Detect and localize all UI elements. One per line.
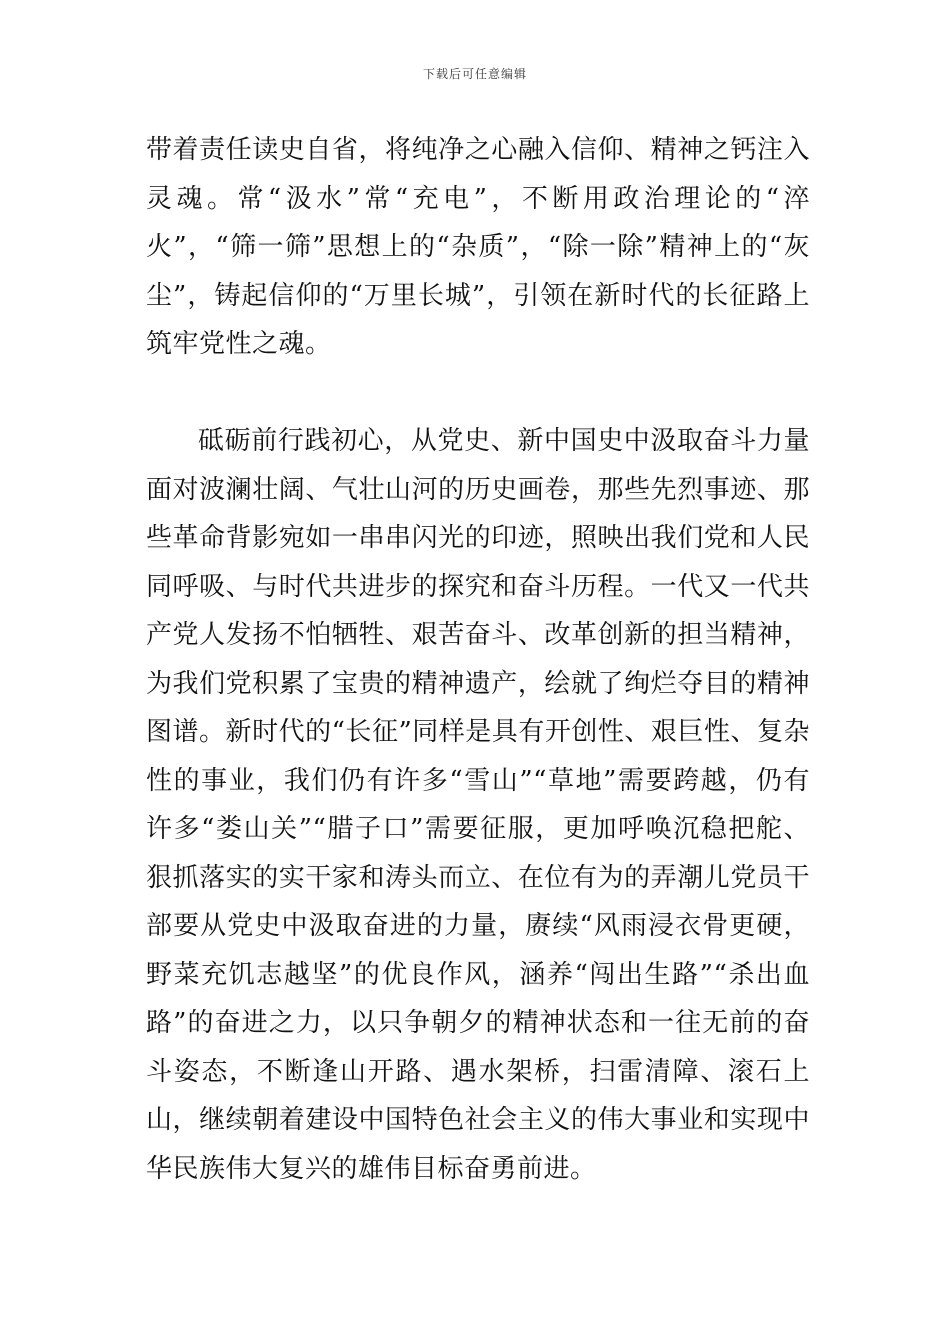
paragraph-2: 砥砺前行践初心，从党史、新中国史中汲取奋斗力量面对波澜壮阔、气壮山河的历史画卷，那些先烈事迹、那些革命背影宛如一串串闪光的印迹，照映出我们党和人民同呼吸、与时代共进步的探究和奋斗历程。一代又一代共产党人发扬不怕牺牲、艰苦奋斗、改革创新的担当精神，为我们党积累了宝贵的精神遗产，绘就了绚烂夺目的精神图谱。新时代的“长征”同样是具有开创性、艰巨性、复杂性的事业，我们仍有许多“雪山”“草地”需要跨越，仍有许多“娄山关”“腊子口”需要征服，更加呼唤沉稳把舵、狠抓落实的实干家和涛头而立、在位有为的弄潮儿党员干部要从党史中汲取奋进的力量，赓续“风雨浸衣骨更硬，野菜充饥志越坚”的优良作风，涵养“闯出生路”“杀出血路”的奋进之力，以只争朝夕的精神状态和一往无前的奋斗姿态，不断逢山开路、遇水架桥，扫雷清障、滚石上山，继续朝着建设中国特色社会主义的伟大事业和实现中华民族伟大复兴的雄伟目标奋勇前进。 xyxy=(146,426,810,1184)
document-body xyxy=(146,126,810,1193)
paragraph-1: 带着责任读史自省，将纯净之心融入信仰、精神之钙注入灵魂。常“汲水”常“充电”，不断用政治理论的“淬火”，“筛一筛”思想上的“杂质”，“除一除”精神上的“灰尘”，铸起信仰的“万里长城”，引领在新时代的长征路上筑牢党性之魂。 xyxy=(146,135,810,359)
page-header: 下载后可任意编辑 xyxy=(422,67,527,81)
